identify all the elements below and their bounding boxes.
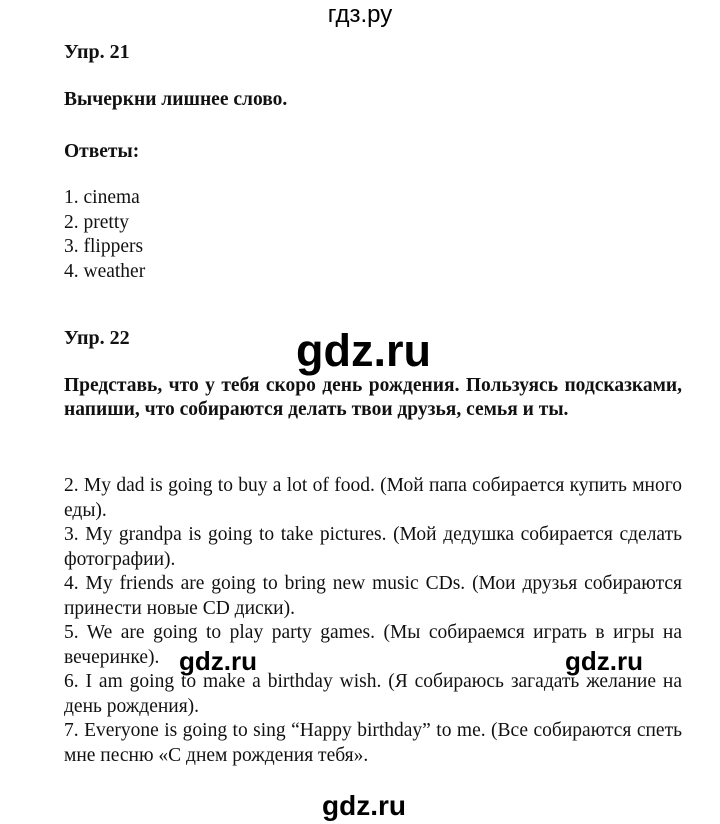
exercise-22-title: Упр. 22 xyxy=(64,327,130,349)
answer-list xyxy=(64,186,145,284)
sentence-list xyxy=(64,474,682,768)
exercise-22-task: Представь, что у тебя скоро день рождения. Пользуясь подсказками, напиши, что собираются делать твои друзья, семья и ты. xyxy=(64,375,682,420)
sentence-item: 2. My dad is going to buy a lot of food. (Мой папа собирается купить много еды). xyxy=(64,475,682,521)
watermark-left: gdz.ru xyxy=(179,646,257,676)
sentence-item: 6. I am going to make a birthday wish. (Я собираюсь загадать желание на день рождения). xyxy=(64,671,682,717)
answer-item: 3. flippers xyxy=(64,236,144,257)
site-header: гдз.ру xyxy=(327,1,393,28)
watermark-right: gdz.ru xyxy=(565,646,643,676)
exercise-21-title: Упр. 21 xyxy=(64,41,130,63)
watermark-center: gdz.ru xyxy=(296,325,431,376)
answers-label: Ответы: xyxy=(64,141,140,162)
answer-item: 4. weather xyxy=(64,260,146,282)
answer-item: 1. cinema xyxy=(64,187,140,208)
exercise-21-task: Вычеркни лишнее слово. xyxy=(64,89,288,110)
sentence-item: 7. Everyone is going to sing “Happy birthday” to me. (Все собираются спеть мне песню «С днем рождения тебя». xyxy=(64,720,682,766)
sentence-item: 4. My friends are going to bring new music CDs. (Мои друзья собираются принести новые CD диски). xyxy=(64,573,682,619)
watermark-bottom: gdz.ru xyxy=(322,790,406,821)
sentence-item: 5. We are going to play party games. (Мы собираемся играть в игры на вечеринке). xyxy=(64,622,682,668)
sentence-item: 3. My grandpa is going to take pictures. (Мой дедушка собирается сделать фотографии). xyxy=(64,524,682,570)
answer-item: 2. pretty xyxy=(64,211,129,233)
